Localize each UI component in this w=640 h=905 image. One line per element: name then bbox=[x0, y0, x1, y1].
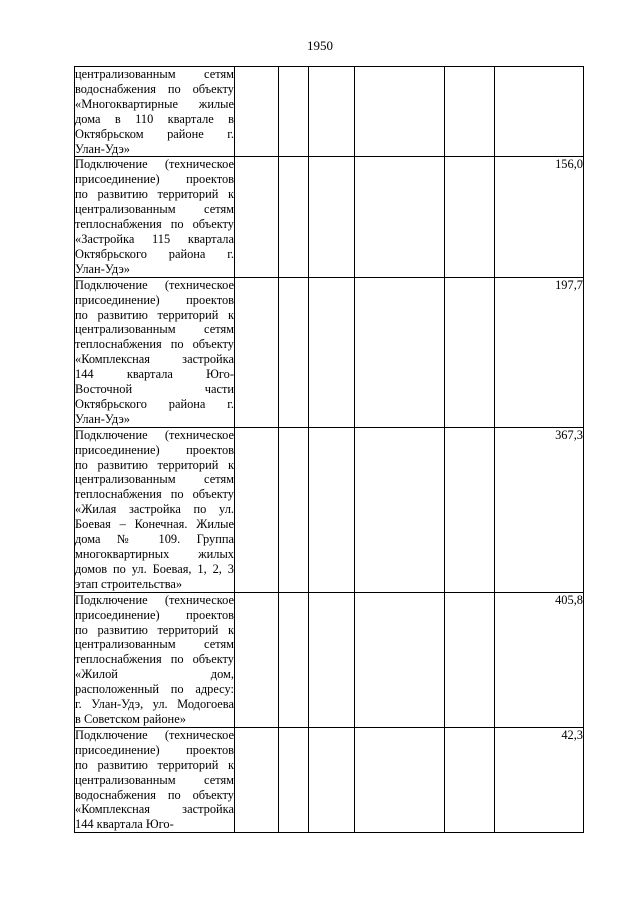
description-line: по развитию территорий к bbox=[75, 622, 234, 637]
page-number: 1950 bbox=[307, 38, 333, 53]
description-line: по развитию территорий к bbox=[75, 457, 234, 472]
description-line: Подключение (техническое bbox=[75, 277, 234, 292]
table-row bbox=[75, 157, 584, 277]
empty-cell bbox=[445, 727, 495, 832]
description-line: Подключение (техническое bbox=[75, 592, 234, 607]
description-line: Боевая – Конечная. Жилые bbox=[75, 517, 234, 532]
description-line: «Застройка 115 квартала bbox=[75, 231, 234, 246]
empty-cell bbox=[235, 727, 279, 832]
empty-cell bbox=[445, 427, 495, 592]
empty-cell bbox=[279, 157, 309, 277]
description-line: централизованным сетям bbox=[75, 637, 234, 652]
table-row bbox=[75, 592, 584, 727]
empty-cell bbox=[279, 67, 309, 157]
table-row bbox=[75, 67, 584, 157]
empty-cell bbox=[355, 67, 445, 157]
description-line: присоединение) проектов bbox=[75, 442, 234, 457]
description-line: «Комплексная застройка bbox=[75, 352, 234, 367]
empty-cell bbox=[445, 67, 495, 157]
empty-cell bbox=[355, 592, 445, 727]
description-cell bbox=[75, 427, 235, 592]
empty-cell bbox=[309, 427, 355, 592]
empty-cell bbox=[279, 727, 309, 832]
description-line: этап строительства» bbox=[75, 576, 183, 591]
description-line: Октябрьского района г. bbox=[75, 396, 234, 411]
description-line: «Жилой дом, bbox=[75, 667, 234, 682]
value-cell: 156,0 bbox=[495, 157, 584, 277]
empty-cell bbox=[355, 277, 445, 427]
description-line: Подключение (техническое bbox=[75, 727, 234, 742]
description-line: Улан-Удэ» bbox=[75, 141, 130, 156]
empty-cell bbox=[235, 592, 279, 727]
description-line: присоединение) проектов bbox=[75, 292, 234, 307]
empty-cell bbox=[235, 277, 279, 427]
description-line: присоединение) проектов bbox=[75, 172, 234, 187]
empty-cell bbox=[279, 427, 309, 592]
description-line: дома № 109. Группа bbox=[75, 532, 234, 547]
description-line: домов по ул. Боевая, 1, 2, 3 bbox=[75, 561, 234, 576]
description-line: 144 квартала Юго- bbox=[75, 367, 234, 382]
value-cell: 197,7 bbox=[495, 277, 584, 427]
description-line: «Жилая застройка по ул. bbox=[75, 502, 234, 517]
value-cell: 367,3 bbox=[495, 427, 584, 592]
description-line: Октябрьского района г. bbox=[75, 246, 234, 261]
empty-cell bbox=[445, 157, 495, 277]
description-line: «Многоквартирные жилые bbox=[75, 96, 234, 111]
description-line: Подключение (техническое bbox=[75, 157, 234, 172]
empty-cell bbox=[445, 277, 495, 427]
table-row bbox=[75, 427, 584, 592]
description-line: по развитию территорий к bbox=[75, 757, 234, 772]
description-cell bbox=[75, 277, 235, 427]
description-line: централизованным сетям bbox=[75, 322, 234, 337]
description-cell bbox=[75, 157, 235, 277]
description-line: теплоснабжения по объекту bbox=[75, 337, 234, 352]
table-row bbox=[75, 277, 584, 427]
description-line: «Комплексная застройка bbox=[75, 802, 234, 817]
empty-cell bbox=[235, 427, 279, 592]
empty-cell bbox=[445, 592, 495, 727]
empty-cell bbox=[235, 67, 279, 157]
value-cell: 405,8 bbox=[495, 592, 584, 727]
description-line: теплоснабжения по объекту bbox=[75, 652, 234, 667]
description-cell bbox=[75, 727, 235, 832]
description-line: многоквартирных жилых bbox=[75, 547, 234, 561]
description-line: водоснабжения по объекту bbox=[75, 81, 234, 96]
description-cell bbox=[75, 592, 235, 727]
description-line: централизованным сетям bbox=[75, 202, 234, 217]
table-body bbox=[75, 67, 584, 833]
empty-cell bbox=[309, 67, 355, 157]
description-cell bbox=[75, 67, 235, 157]
description-line: Восточной части bbox=[75, 382, 234, 397]
description-line: присоединение) проектов bbox=[75, 742, 234, 757]
description-line: централизованным сетям bbox=[75, 67, 234, 81]
empty-cell bbox=[309, 157, 355, 277]
value-cell bbox=[495, 67, 584, 157]
description-line: Улан-Удэ» bbox=[75, 411, 130, 426]
description-line: Подключение (техническое bbox=[75, 427, 234, 442]
description-line: теплоснабжения по объекту bbox=[75, 487, 234, 502]
document-table bbox=[74, 66, 584, 833]
value-cell: 42,3 bbox=[495, 727, 584, 832]
empty-cell bbox=[355, 157, 445, 277]
description-line: г. Улан-Удэ, ул. Модогоева bbox=[75, 697, 234, 712]
empty-cell bbox=[309, 592, 355, 727]
description-line: Улан-Удэ» bbox=[75, 261, 130, 276]
description-line: 144 квартала Юго- bbox=[75, 817, 174, 832]
empty-cell bbox=[355, 427, 445, 592]
description-line: дома в 110 квартале в bbox=[75, 111, 234, 126]
description-line: Октябрьском районе г. bbox=[75, 126, 234, 141]
table-row bbox=[75, 727, 584, 832]
empty-cell bbox=[279, 592, 309, 727]
empty-cell bbox=[309, 727, 355, 832]
description-line: централизованным сетям bbox=[75, 472, 234, 487]
description-line: присоединение) проектов bbox=[75, 607, 234, 622]
description-line: водоснабжения по объекту bbox=[75, 787, 234, 802]
empty-cell bbox=[235, 157, 279, 277]
description-line: по развитию территорий к bbox=[75, 187, 234, 202]
description-line: по развитию территорий к bbox=[75, 307, 234, 322]
empty-cell bbox=[355, 727, 445, 832]
description-line: в Советском районе» bbox=[75, 711, 186, 726]
empty-cell bbox=[309, 277, 355, 427]
description-line: расположенный по адресу: bbox=[75, 682, 234, 697]
description-line: централизованным сетям bbox=[75, 772, 234, 787]
description-line: теплоснабжения по объекту bbox=[75, 217, 234, 232]
empty-cell bbox=[279, 277, 309, 427]
